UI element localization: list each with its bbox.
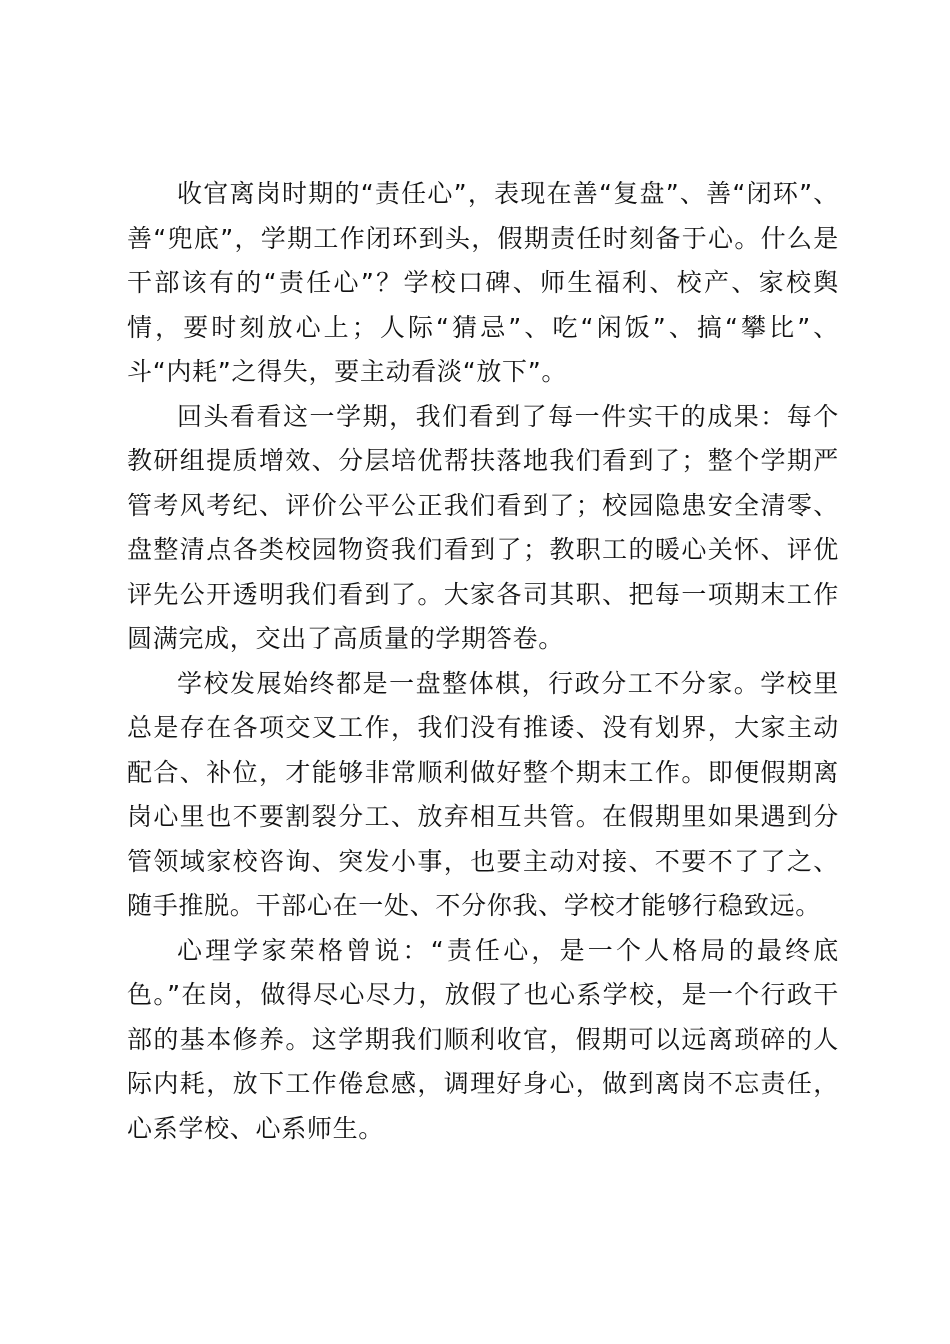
paragraph-responsibility: 收官离岗时期的“责任心”，表现在善“复盘”、善“闭环”、善“兜底”，学期工作闭环到头，假期责任时刻备于心。什么是干部该有的“责任心”？学校口碑、师生福利、校产、家校舆情，要时刻放心上；人际“猜忌”、吃“闲饭”、搞“攀比”、斗“内耗”之得失，要主动看淡“放下”。: [127, 179, 839, 386]
document-body: [127, 172, 839, 1151]
paragraph-semester-review: 回头看看这一学期，我们看到了每一件实干的成果：每个教研组提质增效、分层培优帮扶落地我们看到了；整个学期严管考风考纪、评价公平公正我们看到了；校园隐患安全清零、盘整清点各类校园物资我们看到了；教职工的暖心关怀、评优评先公开透明我们看到了。大家各司其职、把每一项期末工作圆满完成，交出了高质量的学期答卷。: [127, 401, 839, 653]
paragraph-teamwork: 学校发展始终都是一盘整体棋，行政分工不分家。学校里总是存在各项交叉工作，我们没有推诿、没有划界，大家主动配合、补位，才能够非常顺利做好整个期末工作。即便假期离岗心里也不要割裂分工、放弃相互共管。在假期里如果遇到分管领域家校咨询、突发小事，也要主动对接、不要不了了之、随手推脱。干部心在一处、不分你我、学校才能够行稳致远。: [127, 668, 839, 920]
paragraph-conclusion: 心理学家荣格曾说：“责任心，是一个人格局的最终底色。”在岗，做得尽心尽力，放假了也心系学校，是一个行政干部的基本修养。这学期我们顺利收官，假期可以远离琐碎的人际内耗，放下工作倦怠感，调理好身心，做到离岗不忘责任，心系学校、心系师生。: [127, 935, 839, 1143]
